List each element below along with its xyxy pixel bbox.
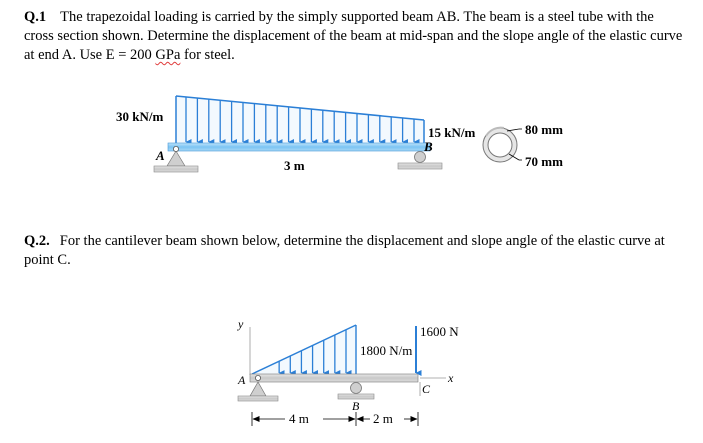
q1-load-right-label: 15 kN/m	[428, 125, 476, 140]
q1-ground-a	[154, 166, 198, 172]
q1-text: The trapezoidal loading is carried by the simply supported beam AB. The beam is a steel tube with the cross section shown. Determine the displacement of the beam at mid-span and the slope angle of the elastic curve at end A. Use E = 200	[24, 9, 683, 63]
q1-span-label: 3 m	[284, 158, 305, 173]
q1-pin-support-a	[167, 151, 185, 166]
q1-inner-dim: 70 mm	[525, 154, 563, 169]
q1-text-end: for steel.	[180, 47, 235, 63]
q2-number: Q.2.	[24, 233, 50, 249]
q1-load-left-label: 30 kN/m	[116, 109, 164, 124]
q1-beam	[168, 143, 430, 151]
q1-label-b: B	[424, 139, 433, 154]
q2-label-b: B	[352, 399, 360, 413]
q1-load-arrows	[186, 97, 414, 142]
q2-roller-b	[351, 383, 362, 394]
q1-figure	[116, 96, 563, 173]
q2-point-load-label: 1600 N	[420, 324, 459, 339]
q2-axis-y-label: y	[238, 317, 244, 331]
q2-ground-a	[238, 396, 278, 401]
q1-outer-dim: 80 mm	[525, 122, 563, 137]
q2-figure	[237, 317, 459, 426]
q2-span-ab: 4 m	[289, 411, 309, 426]
q1-label-a: A	[156, 148, 165, 163]
q1-tube-inner	[488, 133, 512, 157]
q1-gpa: GPa	[155, 47, 181, 63]
q1-cross-section	[483, 128, 522, 162]
q2-beam	[250, 374, 418, 382]
q2-text: For the cantilever beam shown below, determine the displacement and slope angle of the elastic curve at point C.	[24, 233, 665, 268]
q1-number: Q.1	[24, 9, 47, 25]
q1-ground-b	[398, 163, 442, 169]
q2-pin-support-a	[250, 382, 266, 396]
q2-dist-load-label: 1800 N/m	[360, 343, 413, 358]
q2-axis-x-label: x	[448, 371, 454, 385]
q2-label-a: A	[238, 373, 246, 387]
q2-pin-a	[255, 375, 260, 380]
q2-span-bc: 2 m	[373, 411, 393, 426]
q2-label-c: C	[422, 382, 431, 396]
q1-pin-a	[173, 146, 178, 151]
